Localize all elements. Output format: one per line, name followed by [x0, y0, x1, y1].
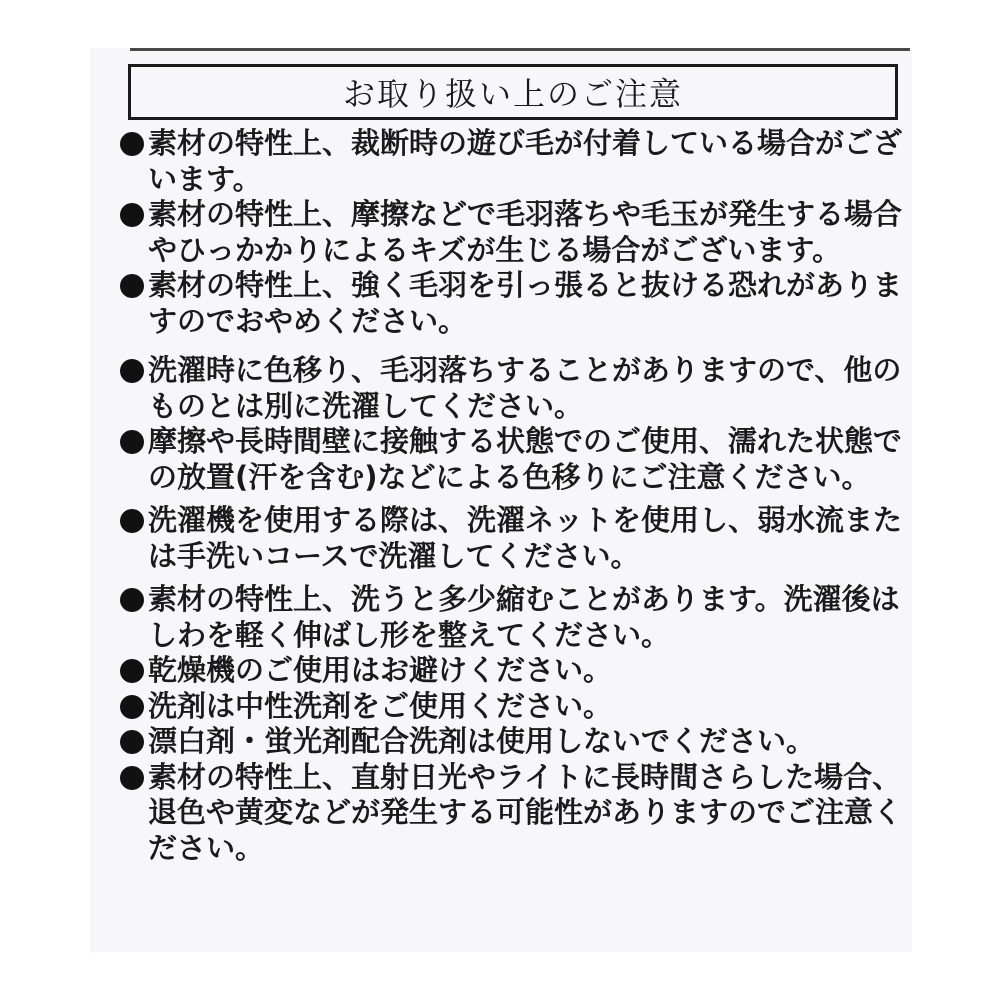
bullet-icon: [120, 588, 144, 612]
notice-text: 素材の特性上、洗うと多少縮むことがあります。洗濯後はしわを軽く伸ばし形を整えてください。: [148, 582, 900, 652]
bullet-icon: [120, 203, 144, 227]
notice-text: 洗剤は中性洗剤をご使用ください。: [148, 688, 613, 723]
notice-item: [118, 268, 908, 339]
notice-item: [118, 503, 908, 574]
notice-text: 素材の特性上、摩擦などで毛羽落ちや毛玉が発生する場合やひっかかりによるキズが生じる場合がございます。: [148, 197, 903, 267]
notice-list: [118, 126, 908, 866]
notice-text: 素材の特性上、裁断時の遊び毛が付着している場合がございます。: [148, 126, 903, 196]
notice-item: [118, 689, 908, 725]
notice-item: [118, 353, 908, 424]
care-instructions-label: [90, 48, 912, 952]
bullet-icon: [120, 730, 144, 754]
notice-item: [118, 724, 908, 760]
notice-item: [118, 760, 908, 867]
page-title: お取り扱い上のご注意: [342, 75, 683, 113]
notice-text: 素材の特性上、強く毛羽を引っ張ると抜ける恐れがありますのでおやめください。: [148, 268, 903, 338]
bullet-icon: [120, 274, 144, 298]
bullet-icon: [120, 695, 144, 719]
notice-text: 洗濯時に色移り、毛羽落ちすることがありますので、他のものとは別に洗濯してください。: [148, 353, 902, 423]
notice-text: 漂白剤・蛍光剤配合洗剤は使用しないでください。: [148, 724, 816, 758]
title-box: [128, 64, 898, 120]
bullet-icon: [120, 509, 144, 533]
notice-text: 素材の特性上、直射日光やライトに長時間さらした場合、退色や黄変などが発生する可能性がありますのでご注意ください。: [148, 759, 903, 865]
notice-item: [118, 653, 908, 689]
notice-item: [118, 582, 908, 653]
notice-text: 摩擦や長時間壁に接触する状態でのご使用、濡れた状態での放置(汗を含む)などによる色移りにご注意ください。: [148, 424, 903, 494]
notice-text: 洗濯機を使用する際は、洗濯ネットを使用し、弱水流または手洗いコースで洗濯してください。: [148, 503, 903, 573]
notice-text: 乾燥機のご使用はお避けください。: [148, 653, 613, 687]
notice-item: [118, 197, 908, 268]
top-edge-line: [130, 48, 910, 51]
bullet-icon: [120, 766, 144, 790]
bullet-icon: [120, 659, 144, 683]
bullet-icon: [120, 430, 144, 454]
notice-item: [118, 424, 908, 495]
bullet-icon: [120, 359, 144, 383]
bullet-icon: [120, 132, 144, 156]
notice-item: [118, 126, 908, 197]
